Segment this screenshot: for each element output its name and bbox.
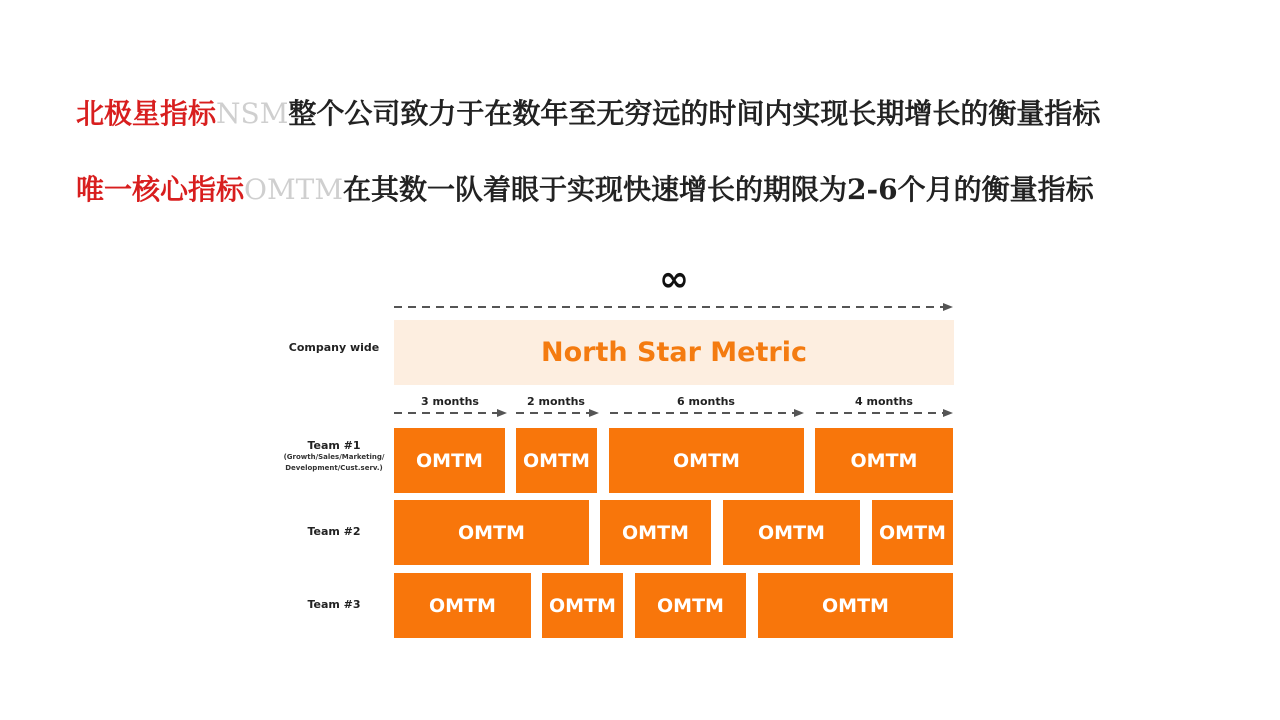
omtm-block: OMTM — [394, 428, 505, 493]
headline-one-metric-that-matters — [76, 170, 1094, 210]
team-1-sublabel-line-1: (Growth/Sales/Marketing/ — [283, 453, 385, 461]
team-1-sublabel-line-2: Development/Cust.serv.) — [285, 464, 383, 472]
team-2-label: Team #2 — [307, 525, 361, 538]
team-1-name: Team #1 — [307, 439, 361, 452]
headline-term: 北极星指标 — [76, 97, 217, 130]
infinity-icon: ∞ — [659, 259, 689, 300]
period-label-4: 4 months — [855, 395, 913, 408]
omtm-block: OMTM — [635, 573, 746, 638]
nsm-omtm-diagram — [280, 259, 970, 648]
omtm-block: OMTM — [542, 573, 623, 638]
period-label-3: 6 months — [677, 395, 735, 408]
team-3-label: Team #3 — [307, 598, 361, 611]
omtm-block: OMTM — [872, 500, 953, 565]
period-label-1: 3 months — [421, 395, 479, 408]
team-1-label — [280, 439, 388, 474]
headline-north-star-metric — [76, 94, 1100, 134]
omtm-block: OMTM — [394, 573, 531, 638]
omtm-block: OMTM — [758, 573, 953, 638]
north-star-metric-label: North Star Metric — [541, 337, 807, 368]
company-wide-label: Company wide — [288, 341, 380, 354]
headline-abbreviation: OMTM — [244, 173, 343, 206]
north-star-metric-band — [394, 320, 954, 385]
headline-description: 整个公司致力于在数年至无穷远的时间内实现长期增长的衡量指标 — [288, 97, 1101, 130]
omtm-block: OMTM — [815, 428, 953, 493]
headline-description: 在其数一队着眼于实现快速增长的期限为2-6个月的衡量指标 — [343, 173, 1094, 206]
omtm-block: OMTM — [609, 428, 804, 493]
omtm-block: OMTM — [600, 500, 711, 565]
omtm-block: OMTM — [723, 500, 860, 565]
omtm-block: OMTM — [394, 500, 589, 565]
omtm-block: OMTM — [516, 428, 597, 493]
headline-term: 唯一核心指标 — [76, 173, 245, 206]
headline-abbreviation: NSM — [216, 97, 289, 130]
period-label-2: 2 months — [527, 395, 585, 408]
